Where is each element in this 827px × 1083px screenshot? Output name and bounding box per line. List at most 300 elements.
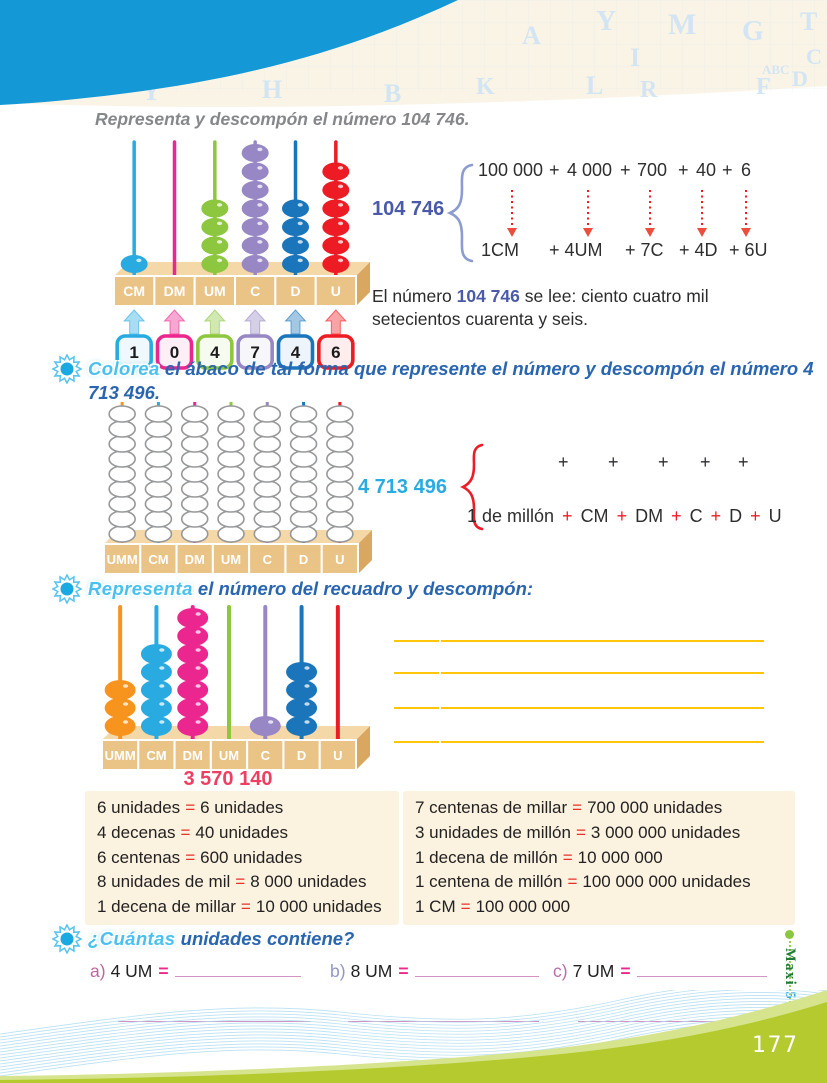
equivalence-row: [415, 796, 783, 821]
bead-highlight: [298, 203, 303, 207]
page-number: 177: [752, 1033, 799, 1058]
abacus-bead: [286, 698, 317, 718]
abacus-bead: [242, 181, 269, 199]
doodle-letter: D: [792, 66, 808, 91]
abacus-bead: [286, 716, 317, 736]
abacus-bead-outline: [109, 466, 135, 482]
equals-sign: =: [460, 897, 471, 917]
abacus-bead-outline: [145, 466, 171, 482]
base-column-label: CM: [148, 552, 169, 567]
plus-sign: +: [558, 452, 569, 472]
curly-brace: [450, 165, 472, 261]
activity-verb: ¿Cuántas: [88, 928, 176, 949]
abacus-bead: [121, 255, 148, 273]
equivalence-box-left: [85, 791, 399, 925]
star-center-icon: [61, 933, 74, 946]
activity-verb: Colorea: [88, 358, 160, 379]
bead-highlight: [217, 259, 222, 263]
abacus-bead-outline: [145, 526, 171, 542]
abacus-bead-outline: [327, 511, 353, 527]
decomp-term: +: [722, 160, 733, 180]
equivalence-right: 10 000 000: [577, 847, 663, 867]
activity-representa-heading: [52, 577, 827, 601]
doodle-letter: F: [756, 74, 771, 100]
equals-sign: =: [567, 872, 578, 892]
exercise-term: 4 UM: [110, 961, 153, 981]
equivalence-left: 7 centenas de millar: [415, 798, 568, 817]
equivalence-right: 100 000 000: [475, 897, 571, 917]
bead-highlight: [196, 684, 201, 688]
writing-line: [394, 741, 439, 743]
equivalence-left: 1 centena de millón: [415, 872, 563, 892]
abacus-bead-outline: [182, 421, 208, 437]
abacus-bead: [322, 218, 349, 236]
equivalence-left: 6 unidades: [97, 798, 181, 817]
bead-highlight: [268, 720, 273, 724]
decomp-term: 1 de millón: [467, 506, 555, 526]
abacus-bead-outline: [218, 451, 244, 467]
base-column-label: CM: [123, 283, 146, 299]
activity-text: unidades contiene?: [175, 928, 355, 949]
equals-sign: =: [235, 872, 246, 892]
abacus-bead-outline: [327, 436, 353, 452]
equivalence-row: [97, 846, 387, 871]
bead-highlight: [338, 259, 343, 263]
writing-line: [441, 707, 764, 709]
abacus-bead: [141, 680, 172, 700]
bead-highlight: [159, 666, 164, 670]
bead-highlight: [257, 148, 262, 152]
abacus-bead-outline: [182, 481, 208, 497]
writing-line: [441, 741, 764, 743]
decomp-term: 1CM: [481, 240, 520, 260]
bead-highlight: [298, 222, 303, 226]
arrow-head-icon: [741, 228, 751, 237]
bead-highlight: [338, 222, 343, 226]
equals-sign: =: [398, 961, 409, 981]
doodle-letter: L: [586, 71, 604, 100]
abacus-bead: [282, 237, 309, 255]
bead-highlight: [257, 185, 262, 189]
abacus-bead: [141, 644, 172, 664]
plus-sign-red: +: [557, 506, 578, 526]
abacus-bead: [250, 716, 281, 736]
decomposition-104746: [370, 140, 827, 272]
base-column-label: UM: [218, 748, 240, 763]
abacus-bead: [242, 255, 269, 273]
star-center-icon: [61, 363, 74, 376]
abacus-bead-outline: [182, 466, 208, 482]
bead-highlight: [338, 203, 343, 207]
abacus-bead: [286, 680, 317, 700]
doodle-letter: H: [262, 75, 283, 104]
abacus-bead-outline: [254, 451, 280, 467]
decomp-term: 40: [696, 160, 717, 180]
abacus-bead-outline: [327, 526, 353, 542]
arrow-head-icon: [697, 228, 707, 237]
decomp-term: C: [689, 506, 703, 526]
bead-highlight: [196, 702, 201, 706]
abacus-bead-outline: [182, 496, 208, 512]
decomp-term: +: [549, 160, 560, 180]
abacus-bead-outline: [145, 496, 171, 512]
bead-highlight: [123, 702, 128, 706]
bead-highlight: [159, 648, 164, 652]
up-arrow-icon: [245, 310, 265, 334]
base-column-label: D: [290, 283, 301, 299]
decomp-term: 6: [741, 160, 752, 180]
arrow-head-icon: [645, 228, 655, 237]
decomp-term: 700: [637, 160, 668, 180]
bead-highlight: [159, 720, 164, 724]
activity-cuantas-heading: [52, 927, 827, 951]
equivalence-right: 40 unidades: [195, 822, 289, 842]
plus-sign: +: [700, 452, 711, 472]
equals-sign: =: [620, 961, 631, 981]
abacus-number-label: 3 570 140: [183, 768, 273, 790]
equivalence-row: [415, 846, 783, 871]
decomp-term: DM: [635, 506, 664, 526]
equivalence-right: 8 000 unidades: [250, 872, 367, 892]
doodle-letter: C: [806, 44, 822, 69]
base-column-label: UMM: [106, 552, 138, 567]
exercise-item: [90, 961, 301, 982]
reading-pre: El número: [372, 286, 457, 306]
arrow-head-icon: [507, 228, 517, 237]
abacus-bead-outline: [327, 451, 353, 467]
abacus-bead-outline: [182, 511, 208, 527]
bead-highlight: [257, 240, 262, 244]
doodle-letter: K: [476, 74, 495, 100]
abacus-bead-outline: [254, 511, 280, 527]
abacus-bead: [242, 237, 269, 255]
decomp-term: +: [620, 160, 631, 180]
bead-highlight: [196, 612, 201, 616]
equivalence-right: 6 unidades: [200, 798, 284, 817]
doodle-letter: Y: [596, 6, 617, 37]
abacus-bead-outline: [145, 406, 171, 422]
equivalence-left: 1 decena de millar: [97, 897, 236, 917]
exercise-item: [330, 961, 539, 982]
abacus-bead: [105, 716, 136, 736]
page-title: Representa y descompón el número 104 746.: [95, 109, 470, 129]
equivalence-right: 100 000 000 unidades: [582, 872, 751, 892]
abacus-bead-outline: [254, 406, 280, 422]
abacus-bead-outline: [182, 406, 208, 422]
equivalence-right: 10 000 unidades: [255, 897, 382, 917]
doodle-letter: I: [630, 43, 641, 72]
up-arrow-icon: [124, 310, 144, 334]
base-column-label: C: [260, 748, 270, 763]
bead-highlight: [196, 648, 201, 652]
equivalence-left: 3 unidades de millón: [415, 822, 571, 842]
abacus-bead-outline: [327, 496, 353, 512]
up-arrow-icon: [165, 310, 185, 334]
equivalence-left: 4 decenas: [97, 822, 176, 842]
abacus-bead-outline: [182, 526, 208, 542]
doodle-letter: Y: [142, 77, 161, 106]
abacus-bead-outline: [254, 496, 280, 512]
abacus-bead: [177, 716, 208, 736]
header-decoration: [0, 0, 827, 112]
equivalence-left: 1 CM: [415, 897, 456, 917]
decomp-term: 4 000: [567, 160, 613, 180]
decomp-term: + 7C: [625, 240, 664, 260]
decomp-term: 100 000: [478, 160, 544, 180]
bead-highlight: [196, 630, 201, 634]
abacus-bead-outline: [109, 481, 135, 497]
writing-line: [394, 672, 439, 674]
base-column-label: U: [333, 748, 343, 763]
number-reading-text: [372, 285, 782, 331]
abacus-bead: [242, 200, 269, 218]
abacus-bead: [282, 200, 309, 218]
decomp-term: + 4UM: [549, 240, 603, 260]
doodle-letter: M: [668, 8, 697, 41]
activity-colorea-heading: [52, 357, 827, 405]
equals-sign: =: [185, 847, 196, 867]
writing-line: [394, 707, 439, 709]
abacus-104746: [98, 136, 374, 372]
abacus-bead-outline: [254, 481, 280, 497]
equivalence-right: 700 000 unidades: [587, 798, 723, 817]
bead-highlight: [217, 222, 222, 226]
abacus-bead: [201, 218, 228, 236]
bead-highlight: [304, 684, 309, 688]
abacus-bead-outline: [145, 436, 171, 452]
abacus-bead-outline: [109, 496, 135, 512]
base-column-label: C: [262, 552, 272, 567]
decomp-term: D: [729, 506, 743, 526]
bead-highlight: [257, 203, 262, 207]
abacus-bead-outline: [109, 451, 135, 467]
equivalence-row: [97, 821, 387, 846]
abacus-bead-outline: [218, 421, 244, 437]
activity-text: el número del recuadro y descompón:: [192, 578, 534, 599]
digit-value: 6: [331, 343, 341, 362]
number-label: 4 713 496: [358, 476, 447, 498]
bead-highlight: [304, 720, 309, 724]
abacus-bead-outline: [291, 511, 317, 527]
brace-icon: [446, 162, 476, 264]
decomp-term: +: [678, 160, 689, 180]
bead-highlight: [338, 185, 343, 189]
activity-star-icon: [52, 354, 82, 384]
equals-sign: =: [562, 847, 573, 867]
abacus-bead-outline: [109, 511, 135, 527]
abacus-bead-outline: [145, 511, 171, 527]
abacus-bead-outline: [218, 436, 244, 452]
equivalence-row: [97, 796, 387, 821]
abacus-bead-outline: [218, 466, 244, 482]
equals-sign: =: [240, 897, 251, 917]
abacus-bead: [242, 218, 269, 236]
equals-sign: =: [572, 798, 583, 817]
abacus-bead: [141, 662, 172, 682]
plus-sign: +: [738, 452, 749, 472]
plus-sign-red: +: [611, 506, 633, 526]
reading-number-highlight: 104 746: [456, 286, 520, 306]
base-column-label: UM: [220, 552, 242, 567]
abacus-bead-outline: [254, 421, 280, 437]
equivalence-row: [97, 870, 387, 895]
abacus-3570140: [88, 604, 374, 772]
decomp-term: + 6U: [729, 240, 768, 260]
abacus-bead-outline: [327, 466, 353, 482]
abacus-bead-outline: [218, 481, 244, 497]
abacus-bead: [201, 255, 228, 273]
abacus-bead: [282, 218, 309, 236]
writing-line: [441, 672, 764, 674]
exercise-letter: a): [90, 961, 106, 981]
bead-highlight: [159, 702, 164, 706]
abacus-bead: [177, 626, 208, 646]
arrow-head-icon: [583, 228, 593, 237]
up-arrow-icon: [205, 310, 225, 334]
abacus-bead: [322, 237, 349, 255]
abacus-bead: [322, 200, 349, 218]
equals-sign: =: [158, 961, 169, 981]
maxi-number: 5: [782, 991, 798, 1001]
decomp-term: U: [768, 506, 782, 526]
abacus-bead: [141, 716, 172, 736]
green-wave: [0, 1002, 827, 1083]
doodle-letter: A: [522, 21, 541, 50]
equals-sign: =: [575, 822, 586, 842]
answer-line: [415, 961, 539, 977]
abacus-bead: [177, 680, 208, 700]
base-column-label: U: [330, 283, 341, 299]
abacus-bead: [105, 698, 136, 718]
plus-sign-red: +: [666, 506, 687, 526]
abacus-bead: [242, 163, 269, 181]
bead-highlight: [304, 702, 309, 706]
decomp-bottom-line: [467, 506, 782, 527]
equivalence-right: 600 unidades: [200, 847, 303, 867]
bead-highlight: [257, 222, 262, 226]
up-arrow-icon: [326, 310, 346, 334]
writing-line: [441, 640, 764, 642]
bead-highlight: [298, 240, 303, 244]
abacus-bead-outline: [291, 526, 317, 542]
abacus-bead-outline: [109, 526, 135, 542]
activity-verb: Representa: [88, 578, 193, 599]
decomposition-4713496: [355, 440, 827, 532]
bead-highlight: [304, 666, 309, 670]
abacus-bead-outline: [218, 511, 244, 527]
equivalence-row: [97, 895, 387, 920]
abacus-bead-outline: [291, 481, 317, 497]
bead-highlight: [257, 259, 262, 263]
abacus-bead-outline: [182, 436, 208, 452]
bead-highlight: [298, 259, 303, 263]
abacus-bead: [201, 200, 228, 218]
maxi-text: Maxi: [782, 948, 798, 987]
writing-line: [394, 640, 439, 642]
up-arrow-icon: [286, 310, 306, 334]
base-column-label: C: [250, 283, 261, 299]
bead-highlight: [196, 666, 201, 670]
activity-star-icon: [52, 924, 82, 954]
digit-value: 0: [169, 343, 180, 362]
bead-highlight: [217, 240, 222, 244]
abacus-bead: [177, 644, 208, 664]
equivalence-row: [415, 895, 783, 920]
bead-highlight: [123, 684, 128, 688]
abacus-bead: [177, 662, 208, 682]
number-label: 104 746: [372, 198, 445, 220]
digit-value: 1: [129, 343, 139, 362]
abacus-bead-outline: [218, 526, 244, 542]
star-center-icon: [61, 583, 74, 596]
abacus-bead-outline: [291, 436, 317, 452]
answer-line: [637, 961, 767, 977]
abacus-bead: [322, 181, 349, 199]
digit-value: 4: [210, 343, 220, 362]
abacus-bead-outline: [109, 436, 135, 452]
abacus-bead-outline: [291, 421, 317, 437]
abacus-bead-outline: [182, 451, 208, 467]
equivalence-right: 3 000 000 unidades: [590, 822, 741, 842]
doodle-letter: G: [742, 16, 764, 47]
equivalence-left: 6 centenas: [97, 847, 181, 867]
abacus-bead-outline: [109, 421, 135, 437]
plus-sign-red: +: [705, 506, 727, 526]
abacus-bead-outline: [145, 421, 171, 437]
abacus-bead-outline: [291, 451, 317, 467]
bead-highlight: [123, 720, 128, 724]
base-column-label: DM: [182, 748, 203, 763]
abacus-bead: [201, 237, 228, 255]
abacus-bead-outline: [145, 481, 171, 497]
abacus-bead-outline: [254, 466, 280, 482]
abacus-bead: [282, 255, 309, 273]
equals-sign: =: [180, 822, 191, 842]
abacus-bead-outline: [145, 451, 171, 467]
reading-post: se lee: ciento cuatro mil setecientos cuarenta y seis.: [372, 286, 709, 330]
equivalence-box-right: [403, 791, 795, 925]
abacus-bead-outline: [327, 406, 353, 422]
bead-highlight: [217, 203, 222, 207]
abacus-bead-outline: [218, 406, 244, 422]
bead-highlight: [159, 684, 164, 688]
abacus-bead: [141, 698, 172, 718]
abacus-bead: [322, 255, 349, 273]
exercise-letter: b): [330, 961, 346, 981]
bead-highlight: [338, 166, 343, 170]
equivalence-left: 1 decena de millón: [415, 847, 558, 867]
abacus-empty-4713496: [92, 402, 376, 578]
decomp-term: + 4D: [679, 240, 718, 260]
doodle-letter: ABC: [762, 62, 790, 77]
equals-sign: =: [185, 798, 196, 817]
answer-line: [175, 961, 301, 977]
exercise-term: 7 UM: [572, 961, 615, 981]
digit-value: 4: [290, 343, 301, 362]
base-column-label: UM: [203, 283, 226, 299]
equivalence-row: [415, 821, 783, 846]
plus-sign: +: [658, 452, 669, 472]
footer-decoration: [0, 990, 827, 1083]
doodle-letter: B: [384, 79, 402, 108]
abacus-bead-outline: [254, 436, 280, 452]
abacus-bead-outline: [291, 496, 317, 512]
base-column-label: UMM: [104, 748, 136, 763]
abacus-bead: [242, 144, 269, 162]
base-column-label: U: [335, 552, 345, 567]
base-column-label: DM: [184, 552, 205, 567]
abacus-bead: [177, 608, 208, 628]
